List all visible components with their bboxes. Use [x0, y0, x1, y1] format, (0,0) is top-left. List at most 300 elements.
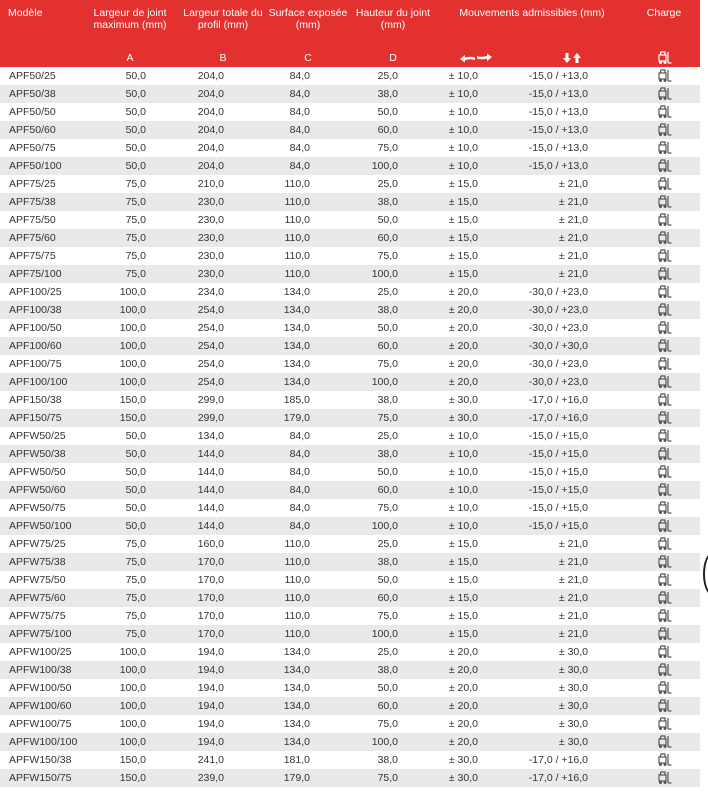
width-max-cell: 75,0	[80, 193, 180, 211]
horizontal-movement-cell: ± 10,0	[436, 481, 516, 499]
width-max-cell: 75,0	[80, 229, 180, 247]
joint-height-cell: 100,0	[350, 373, 436, 391]
joint-height-cell: 38,0	[350, 661, 436, 679]
joint-height-cell: 60,0	[350, 229, 436, 247]
forklift-load-icon	[628, 49, 700, 67]
total-width-cell: 194,0	[180, 733, 266, 751]
header-exposed-surface: Surface exposée (mm)	[266, 0, 350, 49]
horizontal-movement-cell: ± 15,0	[436, 589, 516, 607]
total-width-cell: 170,0	[180, 625, 266, 643]
model-cell: APF100/100	[0, 373, 80, 391]
horizontal-movement-icon	[436, 49, 516, 67]
width-max-cell: 100,0	[80, 733, 180, 751]
joint-height-cell: 50,0	[350, 103, 436, 121]
table-row	[0, 751, 700, 769]
horizontal-movement-cell: ± 20,0	[436, 679, 516, 697]
vertical-movement-cell: -15,0 / +13,0	[516, 103, 628, 121]
exposed-surface-cell: 110,0	[266, 607, 350, 625]
forklift-load-icon	[628, 733, 700, 751]
vertical-movement-cell: ± 30,0	[516, 715, 628, 733]
exposed-surface-cell: 84,0	[266, 157, 350, 175]
model-cell: APFW150/38	[0, 751, 80, 769]
header-letter-a: A	[80, 49, 180, 67]
exposed-surface-cell: 134,0	[266, 697, 350, 715]
forklift-load-icon	[628, 193, 700, 211]
total-width-cell: 254,0	[180, 337, 266, 355]
forklift-load-icon	[628, 319, 700, 337]
table-row	[0, 517, 700, 535]
model-cell: APFW75/25	[0, 535, 80, 553]
vertical-movement-cell: ± 21,0	[516, 571, 628, 589]
header-letter-c: C	[266, 49, 350, 67]
width-max-cell: 100,0	[80, 337, 180, 355]
joint-height-cell: 75,0	[350, 247, 436, 265]
width-max-cell: 150,0	[80, 751, 180, 769]
total-width-cell: 254,0	[180, 301, 266, 319]
header-width-max: Largeur de joint maximum (mm)	[80, 0, 180, 49]
horizontal-movement-cell: ± 15,0	[436, 175, 516, 193]
width-max-cell: 100,0	[80, 319, 180, 337]
table-row	[0, 661, 700, 679]
table-row	[0, 481, 700, 499]
exposed-surface-cell: 134,0	[266, 355, 350, 373]
total-width-cell: 204,0	[180, 103, 266, 121]
model-cell: APFW75/60	[0, 589, 80, 607]
exposed-surface-cell: 110,0	[266, 625, 350, 643]
table-row	[0, 409, 700, 427]
horizontal-movement-cell: ± 20,0	[436, 337, 516, 355]
vertical-movement-cell: ± 21,0	[516, 607, 628, 625]
table-row	[0, 175, 700, 193]
forklift-load-icon	[628, 571, 700, 589]
table-row	[0, 103, 700, 121]
width-max-cell: 150,0	[80, 391, 180, 409]
horizontal-movement-cell: ± 10,0	[436, 445, 516, 463]
total-width-cell: 170,0	[180, 571, 266, 589]
header-model: Modèle	[0, 0, 80, 49]
forklift-load-icon	[628, 121, 700, 139]
width-max-cell: 50,0	[80, 499, 180, 517]
table-row	[0, 769, 700, 787]
forklift-load-icon	[628, 697, 700, 715]
total-width-cell: 170,0	[180, 589, 266, 607]
total-width-cell: 194,0	[180, 715, 266, 733]
exposed-surface-cell: 110,0	[266, 589, 350, 607]
forklift-load-icon	[628, 463, 700, 481]
table-row	[0, 463, 700, 481]
total-width-cell: 170,0	[180, 553, 266, 571]
horizontal-movement-cell: ± 15,0	[436, 571, 516, 589]
exposed-surface-cell: 134,0	[266, 373, 350, 391]
table-row	[0, 355, 700, 373]
forklift-load-icon	[628, 139, 700, 157]
table-row	[0, 211, 700, 229]
total-width-cell: 144,0	[180, 481, 266, 499]
model-cell: APFW100/50	[0, 679, 80, 697]
model-cell: APF150/38	[0, 391, 80, 409]
model-cell: APF100/25	[0, 283, 80, 301]
model-cell: APFW50/100	[0, 517, 80, 535]
table-row	[0, 499, 700, 517]
vertical-movement-cell: -15,0 / +15,0	[516, 499, 628, 517]
joint-height-cell: 50,0	[350, 319, 436, 337]
vertical-movement-cell: -17,0 / +16,0	[516, 391, 628, 409]
vertical-movement-cell: ± 30,0	[516, 697, 628, 715]
width-max-cell: 75,0	[80, 535, 180, 553]
forklift-load-icon	[628, 283, 700, 301]
total-width-cell: 299,0	[180, 409, 266, 427]
width-max-cell: 50,0	[80, 157, 180, 175]
joint-height-cell: 75,0	[350, 499, 436, 517]
total-width-cell: 144,0	[180, 445, 266, 463]
horizontal-movement-cell: ± 20,0	[436, 355, 516, 373]
forklift-load-icon	[628, 301, 700, 319]
joint-height-cell: 60,0	[350, 121, 436, 139]
total-width-cell: 194,0	[180, 679, 266, 697]
width-max-cell: 50,0	[80, 427, 180, 445]
header-load: Charge	[628, 0, 700, 49]
exposed-surface-cell: 84,0	[266, 481, 350, 499]
vertical-movement-cell: ± 30,0	[516, 733, 628, 751]
vertical-movement-cell: -15,0 / +15,0	[516, 463, 628, 481]
exposed-surface-cell: 84,0	[266, 517, 350, 535]
table-row	[0, 121, 700, 139]
exposed-surface-cell: 110,0	[266, 571, 350, 589]
exposed-surface-cell: 110,0	[266, 553, 350, 571]
exposed-surface-cell: 84,0	[266, 121, 350, 139]
model-cell: APFW100/60	[0, 697, 80, 715]
horizontal-movement-cell: ± 20,0	[436, 643, 516, 661]
table-row	[0, 337, 700, 355]
joint-height-cell: 38,0	[350, 85, 436, 103]
vertical-movement-cell: ± 21,0	[516, 589, 628, 607]
exposed-surface-cell: 110,0	[266, 265, 350, 283]
width-max-cell: 50,0	[80, 67, 180, 85]
total-width-cell: 194,0	[180, 643, 266, 661]
exposed-surface-cell: 110,0	[266, 535, 350, 553]
model-cell: APFW150/75	[0, 769, 80, 787]
forklift-load-icon	[628, 481, 700, 499]
exposed-surface-cell: 110,0	[266, 211, 350, 229]
horizontal-movement-cell: ± 20,0	[436, 301, 516, 319]
table-row	[0, 319, 700, 337]
exposed-surface-cell: 134,0	[266, 733, 350, 751]
exposed-surface-cell: 185,0	[266, 391, 350, 409]
total-width-cell: 204,0	[180, 139, 266, 157]
forklift-load-icon	[628, 427, 700, 445]
table-row	[0, 85, 700, 103]
table-row	[0, 715, 700, 733]
vertical-movement-cell: ± 30,0	[516, 679, 628, 697]
joint-height-cell: 25,0	[350, 283, 436, 301]
joint-height-cell: 38,0	[350, 193, 436, 211]
horizontal-movement-cell: ± 20,0	[436, 715, 516, 733]
joint-height-cell: 75,0	[350, 355, 436, 373]
forklift-load-icon	[628, 625, 700, 643]
table-row	[0, 697, 700, 715]
forklift-load-icon	[628, 679, 700, 697]
horizontal-movement-cell: ± 30,0	[436, 391, 516, 409]
table-row	[0, 193, 700, 211]
horizontal-movement-cell: ± 20,0	[436, 697, 516, 715]
total-width-cell: 230,0	[180, 247, 266, 265]
width-max-cell: 75,0	[80, 265, 180, 283]
joint-height-cell: 75,0	[350, 409, 436, 427]
table-row	[0, 391, 700, 409]
total-width-cell: 204,0	[180, 121, 266, 139]
exposed-surface-cell: 134,0	[266, 283, 350, 301]
forklift-load-icon	[628, 517, 700, 535]
exposed-surface-cell: 181,0	[266, 751, 350, 769]
joint-height-cell: 38,0	[350, 391, 436, 409]
total-width-cell: 144,0	[180, 517, 266, 535]
horizontal-movement-cell: ± 15,0	[436, 265, 516, 283]
total-width-cell: 210,0	[180, 175, 266, 193]
model-cell: APF50/75	[0, 139, 80, 157]
total-width-cell: 254,0	[180, 319, 266, 337]
exposed-surface-cell: 134,0	[266, 661, 350, 679]
model-cell: APF50/100	[0, 157, 80, 175]
table-row	[0, 625, 700, 643]
total-width-cell: 170,0	[180, 607, 266, 625]
table-body	[0, 67, 700, 787]
joint-height-cell: 25,0	[350, 535, 436, 553]
width-max-cell: 100,0	[80, 283, 180, 301]
header-subrow	[0, 49, 700, 67]
total-width-cell: 239,0	[180, 769, 266, 787]
forklift-load-icon	[628, 499, 700, 517]
joint-height-cell: 60,0	[350, 697, 436, 715]
model-cell: APFW50/75	[0, 499, 80, 517]
width-max-cell: 100,0	[80, 355, 180, 373]
exposed-surface-cell: 179,0	[266, 409, 350, 427]
model-cell: APF100/38	[0, 301, 80, 319]
horizontal-movement-cell: ± 15,0	[436, 247, 516, 265]
model-cell: APF75/60	[0, 229, 80, 247]
vertical-movement-cell: -15,0 / +13,0	[516, 85, 628, 103]
model-cell: APF75/50	[0, 211, 80, 229]
table-row	[0, 247, 700, 265]
table-row	[0, 679, 700, 697]
horizontal-movement-cell: ± 10,0	[436, 463, 516, 481]
forklift-load-icon	[628, 247, 700, 265]
joint-height-cell: 60,0	[350, 337, 436, 355]
width-max-cell: 75,0	[80, 571, 180, 589]
header-letter-d: D	[350, 49, 436, 67]
horizontal-movement-cell: ± 30,0	[436, 409, 516, 427]
model-cell: APF75/38	[0, 193, 80, 211]
forklift-load-icon	[628, 337, 700, 355]
exposed-surface-cell: 134,0	[266, 319, 350, 337]
vertical-movement-cell: ± 21,0	[516, 265, 628, 283]
model-cell: APFW50/25	[0, 427, 80, 445]
joint-height-cell: 100,0	[350, 157, 436, 175]
forklift-load-icon	[628, 607, 700, 625]
vertical-movement-cell: ± 21,0	[516, 553, 628, 571]
forklift-load-icon	[628, 661, 700, 679]
model-cell: APF100/75	[0, 355, 80, 373]
horizontal-movement-cell: ± 30,0	[436, 751, 516, 769]
joint-height-cell: 75,0	[350, 769, 436, 787]
vertical-movement-cell: ± 21,0	[516, 229, 628, 247]
horizontal-movement-cell: ± 10,0	[436, 157, 516, 175]
width-max-cell: 75,0	[80, 589, 180, 607]
exposed-surface-cell: 84,0	[266, 85, 350, 103]
forklift-load-icon	[628, 85, 700, 103]
joint-height-cell: 100,0	[350, 265, 436, 283]
horizontal-movement-cell: ± 15,0	[436, 211, 516, 229]
horizontal-movement-cell: ± 10,0	[436, 427, 516, 445]
model-cell: APFW100/100	[0, 733, 80, 751]
joint-height-cell: 38,0	[350, 751, 436, 769]
width-max-cell: 100,0	[80, 697, 180, 715]
vertical-movement-cell: -15,0 / +13,0	[516, 121, 628, 139]
horizontal-movement-cell: ± 15,0	[436, 535, 516, 553]
exposed-surface-cell: 134,0	[266, 679, 350, 697]
joint-height-cell: 75,0	[350, 139, 436, 157]
model-cell: APFW75/50	[0, 571, 80, 589]
model-cell: APF100/60	[0, 337, 80, 355]
model-cell: APFW50/50	[0, 463, 80, 481]
width-max-cell: 75,0	[80, 553, 180, 571]
forklift-load-icon	[628, 715, 700, 733]
horizontal-movement-cell: ± 10,0	[436, 517, 516, 535]
model-cell: APF150/75	[0, 409, 80, 427]
model-cell: APFW75/75	[0, 607, 80, 625]
total-width-cell: 194,0	[180, 661, 266, 679]
table-row	[0, 229, 700, 247]
table-row	[0, 301, 700, 319]
vertical-movement-icon	[516, 49, 628, 67]
joint-height-cell: 25,0	[350, 175, 436, 193]
horizontal-movement-cell: ± 20,0	[436, 661, 516, 679]
vertical-movement-cell: ± 21,0	[516, 535, 628, 553]
total-width-cell: 230,0	[180, 193, 266, 211]
header-movements: Mouvements admissibles (mm)	[436, 0, 628, 49]
forklift-load-icon	[628, 67, 700, 85]
width-max-cell: 50,0	[80, 463, 180, 481]
total-width-cell: 241,0	[180, 751, 266, 769]
vertical-movement-cell: ± 21,0	[516, 625, 628, 643]
width-max-cell: 50,0	[80, 85, 180, 103]
horizontal-movement-cell: ± 15,0	[436, 229, 516, 247]
table-row	[0, 157, 700, 175]
width-max-cell: 75,0	[80, 625, 180, 643]
table-row	[0, 283, 700, 301]
total-width-cell: 299,0	[180, 391, 266, 409]
width-max-cell: 100,0	[80, 715, 180, 733]
total-width-cell: 204,0	[180, 67, 266, 85]
model-cell: APF50/50	[0, 103, 80, 121]
exposed-surface-cell: 84,0	[266, 139, 350, 157]
width-max-cell: 50,0	[80, 103, 180, 121]
horizontal-movement-cell: ± 15,0	[436, 607, 516, 625]
joint-height-cell: 100,0	[350, 517, 436, 535]
table-row	[0, 373, 700, 391]
joint-height-cell: 100,0	[350, 625, 436, 643]
table-row	[0, 67, 700, 85]
model-cell: APFW50/60	[0, 481, 80, 499]
joint-height-cell: 100,0	[350, 733, 436, 751]
exposed-surface-cell: 84,0	[266, 427, 350, 445]
joint-height-cell: 75,0	[350, 607, 436, 625]
table-row	[0, 139, 700, 157]
forklift-load-icon	[628, 769, 700, 787]
total-width-cell: 160,0	[180, 535, 266, 553]
model-cell: APF75/25	[0, 175, 80, 193]
vertical-movement-cell: -15,0 / +15,0	[516, 427, 628, 445]
vertical-movement-cell: ± 21,0	[516, 175, 628, 193]
horizontal-movement-cell: ± 15,0	[436, 625, 516, 643]
exposed-surface-cell: 110,0	[266, 229, 350, 247]
horizontal-movement-cell: ± 15,0	[436, 193, 516, 211]
header-letter-b: B	[180, 49, 266, 67]
width-max-cell: 100,0	[80, 373, 180, 391]
exposed-surface-cell: 134,0	[266, 337, 350, 355]
header-joint-height: Hauteur du joint (mm)	[350, 0, 436, 49]
width-max-cell: 50,0	[80, 517, 180, 535]
vertical-movement-cell: -15,0 / +15,0	[516, 517, 628, 535]
width-max-cell: 150,0	[80, 409, 180, 427]
header-total-width: Largeur totale du profil (mm)	[180, 0, 266, 49]
model-cell: APFW100/38	[0, 661, 80, 679]
table-row	[0, 733, 700, 751]
total-width-cell: 204,0	[180, 85, 266, 103]
model-cell: APF75/100	[0, 265, 80, 283]
vertical-movement-cell: -15,0 / +13,0	[516, 67, 628, 85]
joint-height-cell: 38,0	[350, 301, 436, 319]
model-cell: APFW100/25	[0, 643, 80, 661]
horizontal-movement-cell: ± 10,0	[436, 85, 516, 103]
exposed-surface-cell: 110,0	[266, 175, 350, 193]
model-cell: APFW75/100	[0, 625, 80, 643]
width-max-cell: 50,0	[80, 139, 180, 157]
vertical-movement-cell: ± 21,0	[516, 247, 628, 265]
vertical-movement-cell: -30,0 / +23,0	[516, 283, 628, 301]
model-cell: APF75/75	[0, 247, 80, 265]
vertical-movement-cell: -15,0 / +13,0	[516, 139, 628, 157]
exposed-surface-cell: 84,0	[266, 67, 350, 85]
width-max-cell: 75,0	[80, 175, 180, 193]
horizontal-movement-cell: ± 10,0	[436, 139, 516, 157]
table-row	[0, 445, 700, 463]
total-width-cell: 134,0	[180, 427, 266, 445]
horizontal-movement-cell: ± 10,0	[436, 103, 516, 121]
vertical-movement-cell: ± 21,0	[516, 193, 628, 211]
vertical-movement-cell: ± 30,0	[516, 643, 628, 661]
exposed-surface-cell: 134,0	[266, 715, 350, 733]
width-max-cell: 50,0	[80, 481, 180, 499]
model-cell: APF50/25	[0, 67, 80, 85]
width-max-cell: 100,0	[80, 643, 180, 661]
horizontal-movement-cell: ± 20,0	[436, 319, 516, 337]
table-row	[0, 571, 700, 589]
forklift-load-icon	[628, 265, 700, 283]
horizontal-movement-cell: ± 15,0	[436, 553, 516, 571]
table-row	[0, 535, 700, 553]
forklift-load-icon	[628, 553, 700, 571]
width-max-cell: 100,0	[80, 661, 180, 679]
joint-height-cell: 38,0	[350, 445, 436, 463]
total-width-cell: 254,0	[180, 373, 266, 391]
header-blank	[0, 49, 80, 67]
header-row	[0, 0, 700, 49]
horizontal-movement-cell: ± 20,0	[436, 733, 516, 751]
forklift-load-icon	[628, 175, 700, 193]
joint-height-cell: 25,0	[350, 427, 436, 445]
vertical-movement-cell: -17,0 / +16,0	[516, 769, 628, 787]
exposed-surface-cell: 84,0	[266, 499, 350, 517]
